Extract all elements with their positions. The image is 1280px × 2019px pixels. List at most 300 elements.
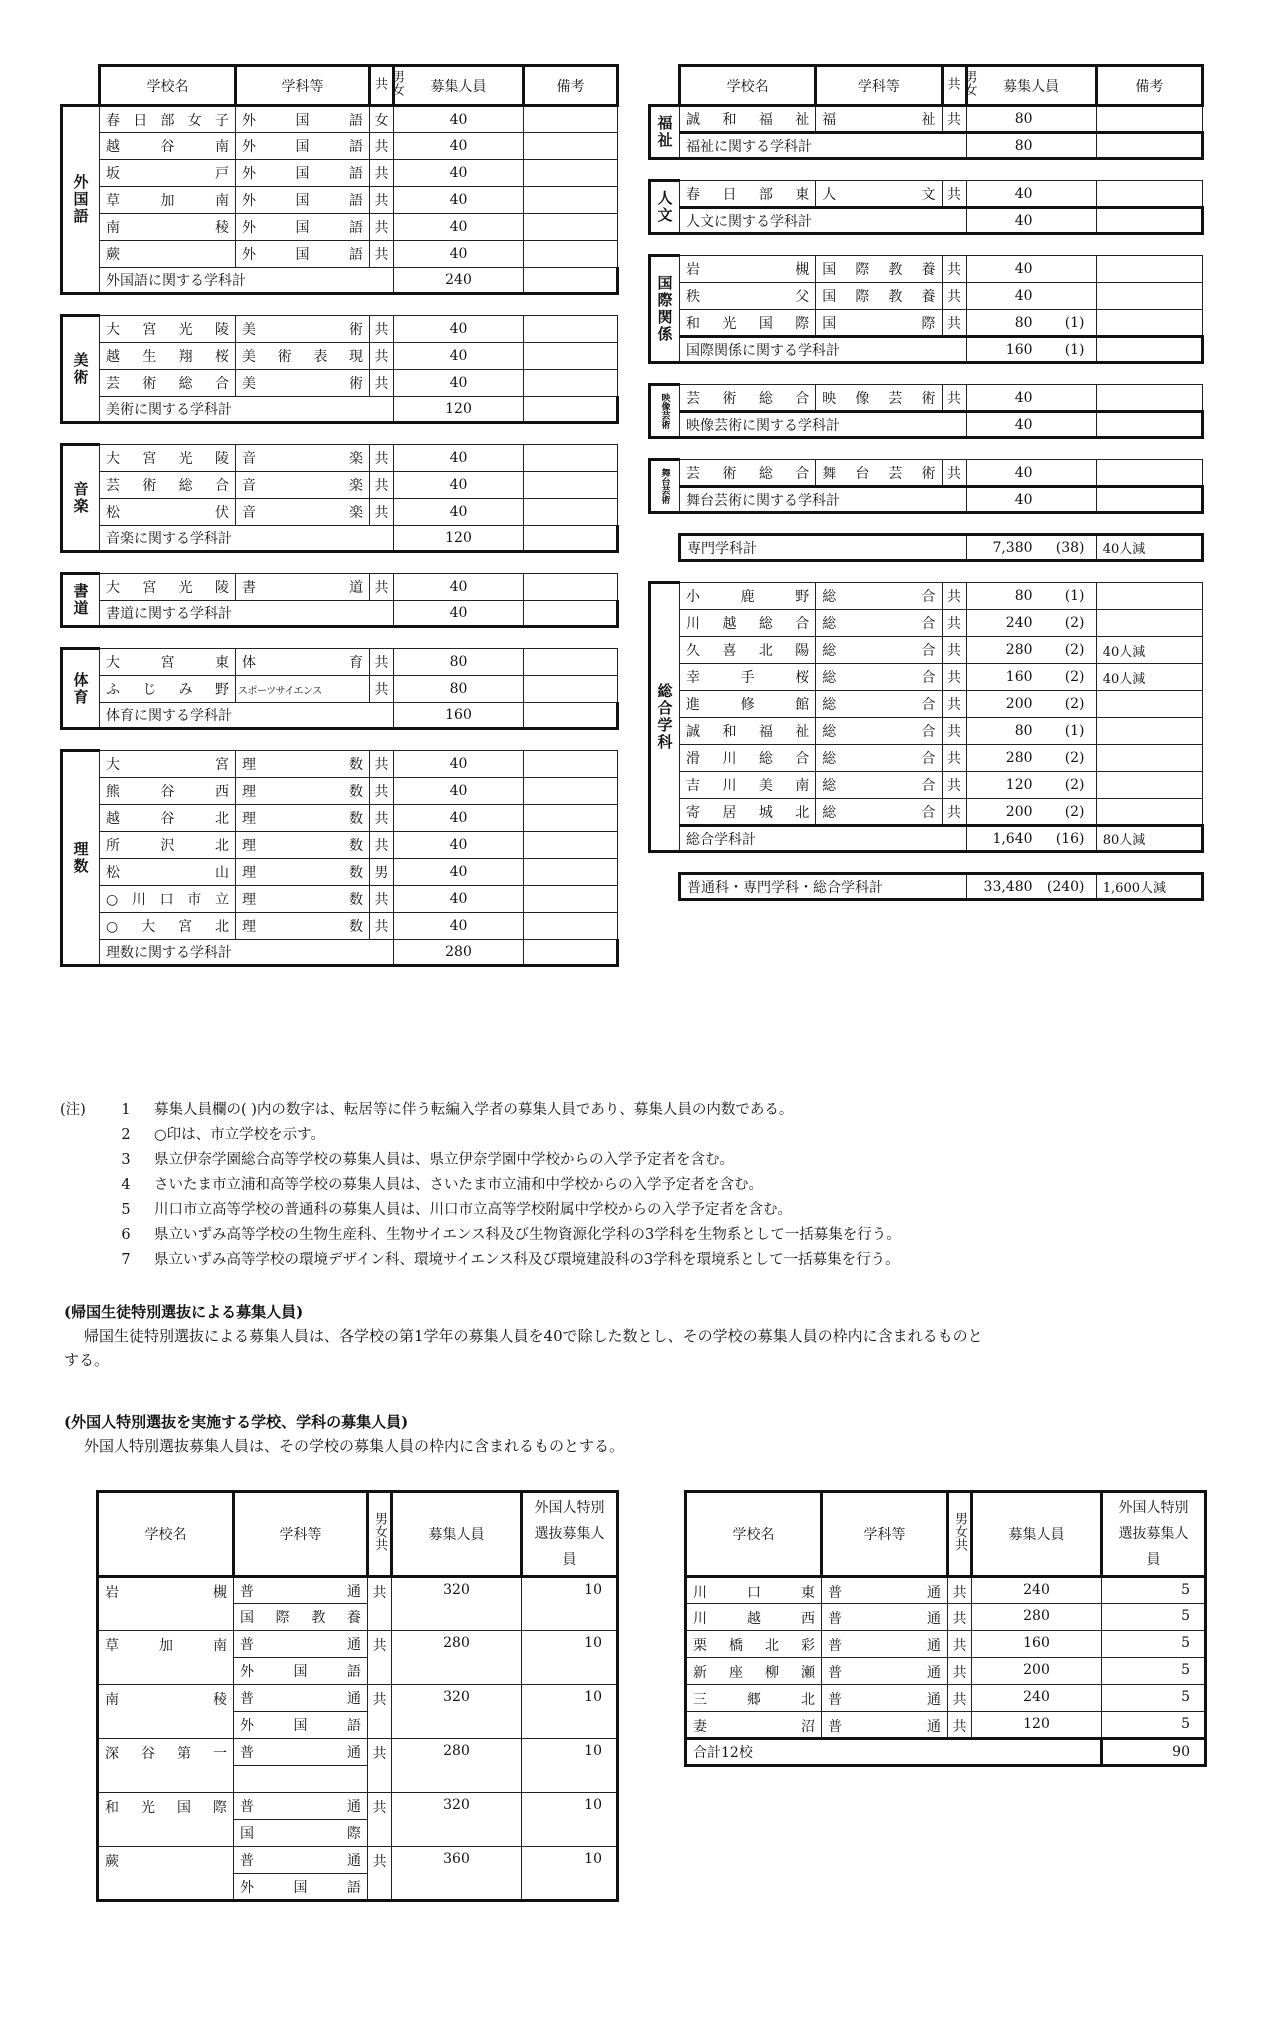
school-name: 久喜北陽: [680, 637, 816, 664]
foreign-quota-table-left: [96, 1490, 619, 1902]
school-name: 南稜: [100, 214, 236, 241]
subtotal-value: [966, 208, 1096, 234]
transfer-count: (1): [1064, 341, 1085, 358]
school-name: 大宮光陵: [100, 316, 236, 343]
returnee-body-line2: する。: [64, 1351, 110, 1369]
table-row: [650, 799, 1203, 826]
gender: 共: [942, 610, 966, 637]
remarks: [524, 751, 618, 778]
gender: 共: [370, 913, 394, 940]
header-school: 学校名: [686, 1492, 822, 1577]
table-row: [98, 1577, 618, 1604]
gender: 共: [942, 283, 966, 310]
capacity: 360: [392, 1847, 522, 1901]
footnote-number: 3: [121, 1152, 131, 1168]
remarks: [524, 472, 618, 499]
grand-total-row: [650, 874, 1203, 900]
table-row: [62, 913, 618, 940]
subtotal-label: 体育に関する学科計: [100, 703, 394, 729]
header-capacity: 募集人員: [972, 1492, 1102, 1577]
transfer-count: (1): [1064, 588, 1085, 604]
remarks: [524, 859, 618, 886]
remarks: [524, 913, 618, 940]
remarks: [524, 160, 618, 187]
capacity: 240: [972, 1577, 1102, 1604]
group-label: 総合学科: [650, 583, 680, 852]
capacity: 40: [394, 241, 524, 268]
group-label: 福祉: [650, 106, 680, 159]
capacity: [966, 637, 1096, 664]
header-dept: 学科等: [816, 66, 942, 106]
capacity: 40: [394, 106, 524, 133]
footnote-number: 7: [121, 1252, 131, 1268]
specialized-total-row: [650, 535, 1203, 561]
gender: 共: [370, 499, 394, 526]
subtotal-label: 福祉に関する学科計: [680, 133, 966, 159]
table-row: [62, 778, 618, 805]
subtotal-value: [966, 826, 1096, 852]
gender: 共: [368, 1631, 392, 1685]
department: 総合: [816, 799, 942, 826]
capacity-value: 40: [1014, 261, 1033, 277]
gender: 共: [948, 1631, 972, 1658]
footnote-text: 募集人員欄の( )内の数字は、転居等に伴う転編入学者の募集人員であり、募集人員の内数である。: [154, 1102, 794, 1118]
capacity: [966, 256, 1096, 283]
transfer-count: (2): [1064, 669, 1085, 685]
remarks: [524, 445, 618, 472]
foreign-quota: 5: [1102, 1658, 1206, 1685]
department: 外国語: [234, 1712, 368, 1739]
capacity: 40: [394, 832, 524, 859]
header-remarks: 備考: [524, 66, 618, 106]
department: 総合: [816, 664, 942, 691]
footnote-number: 6: [121, 1227, 131, 1243]
gender: 共: [948, 1712, 972, 1739]
subtotal-label: 普通科・専門学科・総合学科計: [680, 874, 966, 900]
department: 舞台芸術: [816, 460, 942, 487]
subtotal-label: 美術に関する学科計: [100, 397, 394, 423]
footnote-number: 2: [121, 1127, 131, 1143]
capacity-value: 120: [1005, 777, 1033, 793]
transfer-count: (1): [1064, 723, 1085, 739]
gender: 共: [370, 241, 394, 268]
department: 音楽: [236, 472, 370, 499]
group-label: 書道: [62, 574, 100, 627]
table-row: [98, 1631, 618, 1658]
department: 理数: [236, 751, 370, 778]
gender: 共: [370, 676, 394, 703]
capacity: [966, 385, 1096, 412]
capacity: 40: [394, 343, 524, 370]
table-row: [650, 610, 1203, 637]
capacity: [966, 460, 1096, 487]
capacity: [966, 310, 1096, 337]
remarks: [1096, 412, 1202, 438]
department: 理数: [236, 913, 370, 940]
subtotal-value: [966, 487, 1096, 513]
gender: 共: [942, 691, 966, 718]
table-row: [650, 310, 1203, 337]
gender: 共: [948, 1685, 972, 1712]
capacity-value: 1,640: [992, 830, 1033, 847]
table-row: [650, 283, 1203, 310]
footnote-text: 県立いずみ高等学校の生物生産科、生物サイエンス科及び生物資源化学科の3学科を生物系として一括募集を行う。: [154, 1227, 901, 1243]
department: 国際教養: [816, 283, 942, 310]
capacity: [966, 181, 1096, 208]
capacity-value: 40: [1014, 389, 1033, 406]
subtotal-label: 映像芸術に関する学科計: [680, 412, 966, 438]
capacity: 280: [392, 1631, 522, 1685]
capacity: 240: [972, 1685, 1102, 1712]
capacity: 280: [392, 1739, 522, 1793]
gender: 共: [942, 799, 966, 826]
capacity: 320: [392, 1577, 522, 1631]
capacity: 40: [394, 160, 524, 187]
table-row: [62, 751, 618, 778]
gender: 共: [370, 187, 394, 214]
table-row: [650, 256, 1203, 283]
group-label: 人文: [650, 181, 680, 234]
school-name: 進修館: [680, 691, 816, 718]
footnote-number: 5: [121, 1202, 131, 1218]
total-label: 合計12校: [686, 1739, 1102, 1766]
department: 書道: [236, 574, 370, 601]
remarks: [1096, 310, 1202, 337]
capacity: 40: [394, 751, 524, 778]
capacity-value: 280: [1005, 642, 1033, 658]
foreign-quota-table-right: [684, 1490, 1207, 1767]
school-name: 大宮光陵: [100, 574, 236, 601]
capacity: 40: [394, 805, 524, 832]
remarks: [524, 778, 618, 805]
transfer-count: (2): [1064, 750, 1085, 766]
gender: 共: [370, 778, 394, 805]
department: 総合: [816, 691, 942, 718]
subtotal-value: [966, 412, 1096, 438]
department: 外国語: [236, 187, 370, 214]
remarks: [1096, 337, 1202, 363]
subtotal-label: 書道に関する学科計: [100, 601, 394, 627]
capacity-value: 80: [1014, 111, 1033, 127]
foreign-quota: 5: [1102, 1604, 1206, 1631]
gender: 共: [368, 1847, 392, 1901]
table-row: [62, 370, 618, 397]
transfer-count: (2): [1064, 642, 1085, 658]
capacity: 80: [394, 649, 524, 676]
gender: 共: [942, 181, 966, 208]
subtotal-row: [650, 133, 1203, 159]
remarks: [524, 832, 618, 859]
footnote-item: [60, 1173, 1220, 1198]
capacity: 40: [394, 778, 524, 805]
department: 人文: [816, 181, 942, 208]
department: 理数: [236, 886, 370, 913]
gender: 共: [942, 310, 966, 337]
table-row: [62, 445, 618, 472]
remarks: [524, 133, 618, 160]
school-name: 所沢北: [100, 832, 236, 859]
gender: 共: [370, 574, 394, 601]
foreign-quota: 10: [522, 1577, 618, 1631]
capacity: 40: [394, 859, 524, 886]
header-remarks: 備考: [1096, 66, 1202, 106]
subtotal-value: 40: [394, 601, 524, 627]
table-row: [650, 718, 1203, 745]
school-name: 和光国際: [680, 310, 816, 337]
department: 理数: [236, 859, 370, 886]
subtotal-value: [966, 535, 1096, 561]
subtotal-value: 120: [394, 397, 524, 423]
footnote-item: [60, 1098, 1220, 1123]
remarks: [1096, 181, 1202, 208]
school-name: 春日部東: [680, 181, 816, 208]
department: 普通: [234, 1577, 368, 1604]
foreign-quota: 10: [522, 1847, 618, 1901]
returnee-section: [64, 1300, 1224, 1372]
subtotal-label: 音楽に関する学科計: [100, 526, 394, 552]
subtotal-value: [966, 337, 1096, 363]
capacity: 40: [394, 187, 524, 214]
group-label: 映像芸術: [650, 385, 680, 438]
remarks: [1096, 718, 1202, 745]
capacity-value: 33,480: [983, 878, 1033, 895]
subtotal-row: [62, 940, 618, 966]
total-value: 90: [1102, 1739, 1206, 1766]
subtotal-row: [62, 268, 618, 294]
capacity-value: 280: [1005, 750, 1033, 766]
department: 美術表現: [236, 343, 370, 370]
foreign-section: [64, 1410, 1224, 1458]
table-row: [62, 106, 618, 133]
capacity: 40: [394, 133, 524, 160]
department: 総合: [816, 637, 942, 664]
school-name: 岩槻: [680, 256, 816, 283]
department: 総合: [816, 745, 942, 772]
subtotal-value: [966, 874, 1096, 900]
transfer-count: (2): [1064, 615, 1085, 631]
capacity-value: 80: [1014, 314, 1033, 331]
group-label: 理数: [62, 751, 100, 966]
header-gender: 男女共: [948, 1492, 972, 1577]
school-name: 大宮光陵: [100, 445, 236, 472]
group-label: 外国語: [62, 106, 100, 294]
school-name: 三郷北: [686, 1685, 822, 1712]
foreign-quota: 10: [522, 1793, 618, 1847]
school-name: 川越総合: [680, 610, 816, 637]
capacity: 320: [392, 1685, 522, 1739]
gender: 共: [942, 637, 966, 664]
subtotal-label: 舞台芸術に関する学科計: [680, 487, 966, 513]
school-name: 蕨: [100, 241, 236, 268]
table-row: [62, 676, 618, 703]
school-name: 大宮: [100, 751, 236, 778]
capacity-value: 80: [1014, 723, 1033, 739]
capacity: [966, 691, 1096, 718]
table-row: [62, 805, 618, 832]
table-row: [650, 637, 1203, 664]
gender: 共: [368, 1685, 392, 1739]
remarks: [1096, 772, 1202, 799]
subtotal-value: 240: [394, 268, 524, 294]
foreign-quota: 5: [1102, 1631, 1206, 1658]
department: 音楽: [236, 499, 370, 526]
group-label: 体育: [62, 649, 100, 729]
group-label: 音楽: [62, 445, 100, 552]
school-name: 越生翔桜: [100, 343, 236, 370]
school-name: 熊谷西: [100, 778, 236, 805]
department: 外国語: [236, 160, 370, 187]
school-name: 川越西: [686, 1604, 822, 1631]
table-row: [62, 859, 618, 886]
footnote-prefix: (注): [60, 1102, 86, 1118]
remarks: [1096, 460, 1202, 487]
footnote-item: [60, 1148, 1220, 1173]
school-name: 芸術総合: [680, 460, 816, 487]
gender: 共: [370, 370, 394, 397]
transfer-count: (2): [1064, 696, 1085, 712]
department: 国際教養: [234, 1604, 368, 1631]
capacity: 320: [392, 1793, 522, 1847]
footnote-text: ○印は、市立学校を示す。: [154, 1127, 325, 1143]
capacity: 40: [394, 316, 524, 343]
table-row: [62, 472, 618, 499]
department: 普通: [234, 1685, 368, 1712]
department: 普通: [234, 1631, 368, 1658]
header-gender: 男女共: [370, 66, 394, 106]
school-name: 大宮東: [100, 649, 236, 676]
department: 理数: [236, 778, 370, 805]
gender: 共: [942, 106, 966, 133]
school-name: 芸術総合: [100, 370, 236, 397]
capacity: 40: [394, 886, 524, 913]
foreign-quota: 10: [522, 1685, 618, 1739]
gender: 共: [370, 649, 394, 676]
remarks: [524, 187, 618, 214]
foreign-quota: 10: [522, 1631, 618, 1685]
subtotal-value: 120: [394, 526, 524, 552]
school-name: 草加南: [98, 1631, 234, 1685]
header-gender: 男女共: [368, 1492, 392, 1577]
footnote-item: [60, 1198, 1220, 1223]
school-name: 岩槻: [98, 1577, 234, 1631]
capacity: 40: [394, 913, 524, 940]
school-name: 和光国際: [98, 1793, 234, 1847]
table-row: [650, 385, 1203, 412]
subtotal-row: [650, 208, 1203, 234]
table-row: [650, 460, 1203, 487]
department: 総合: [816, 583, 942, 610]
remarks: [1096, 487, 1202, 513]
capacity: 40: [394, 472, 524, 499]
footnotes: [60, 1098, 1220, 1273]
table-row: [62, 214, 618, 241]
school-name: ふじみ野: [100, 676, 236, 703]
transfer-count: (16): [1055, 830, 1085, 847]
table-row: [62, 160, 618, 187]
table-row: [62, 649, 618, 676]
department: 総合: [816, 772, 942, 799]
header-capacity: 募集人員: [966, 66, 1096, 106]
department: 外国語: [236, 106, 370, 133]
capacity: 40: [394, 445, 524, 472]
capacity: [966, 283, 1096, 310]
subtotal-row: [650, 412, 1203, 438]
remarks: [1096, 256, 1202, 283]
gender: 共: [370, 832, 394, 859]
gender: 共: [370, 160, 394, 187]
remarks: [1096, 106, 1202, 133]
department: 普通: [234, 1793, 368, 1820]
table-row: [650, 583, 1203, 610]
group-label: 国際関係: [650, 256, 680, 363]
remarks: 1,600人減: [1096, 874, 1202, 900]
table-row: [98, 1847, 618, 1874]
department: 外国語: [236, 133, 370, 160]
remarks: [1096, 799, 1202, 826]
capacity: 40: [394, 574, 524, 601]
school-name: 新座柳瀬: [686, 1658, 822, 1685]
department: 外国語: [234, 1874, 368, 1901]
table-row: [650, 772, 1203, 799]
table-row: [650, 106, 1203, 133]
subtotal-row: [62, 703, 618, 729]
capacity-value: 200: [1005, 696, 1033, 712]
department: 総合: [816, 718, 942, 745]
gender: 共: [368, 1577, 392, 1631]
school-name: 松伏: [100, 499, 236, 526]
gender: 共: [370, 445, 394, 472]
gender: 共: [942, 460, 966, 487]
group-label: 美術: [62, 316, 100, 423]
returnee-heading: (帰国生徒特別選抜による募集人員): [64, 1303, 304, 1321]
gender: 共: [942, 772, 966, 799]
department: 普通: [234, 1739, 368, 1766]
remarks: [1096, 385, 1202, 412]
capacity-value: 7,380: [992, 539, 1033, 556]
gender: 共: [368, 1793, 392, 1847]
remarks: [524, 886, 618, 913]
school-name: 秩父: [680, 283, 816, 310]
school-name: 越谷南: [100, 133, 236, 160]
foreign-quota: 5: [1102, 1685, 1206, 1712]
remarks: [524, 316, 618, 343]
capacity: 280: [972, 1604, 1102, 1631]
subtotal-row: [62, 526, 618, 552]
capacity-value: 80: [1014, 137, 1033, 154]
capacity-value: 40: [1014, 464, 1033, 481]
school-name: 滑川総合: [680, 745, 816, 772]
subtotal-row: [650, 826, 1203, 852]
department: 国際教養: [816, 256, 942, 283]
footnote-item: [60, 1223, 1220, 1248]
subtotal-value: 160: [394, 703, 524, 729]
capacity: 40: [394, 214, 524, 241]
subtotal-row: [62, 601, 618, 627]
gender: 共: [942, 385, 966, 412]
header-foreign-quota: 外国人特別選抜募集人員: [522, 1492, 618, 1577]
header-school: 学校名: [680, 66, 816, 106]
header-foreign-quota: 外国人特別選抜募集人員: [1102, 1492, 1206, 1577]
department: 外国語: [236, 241, 370, 268]
capacity-value: 160: [1005, 669, 1033, 685]
transfer-count: (240): [1046, 878, 1085, 895]
subtotal-row: [650, 487, 1203, 513]
gender: 共: [370, 886, 394, 913]
table-row: [650, 664, 1203, 691]
capacity-value: 40: [1014, 491, 1033, 508]
capacity-value: 40: [1014, 416, 1033, 433]
gender: 共: [942, 256, 966, 283]
